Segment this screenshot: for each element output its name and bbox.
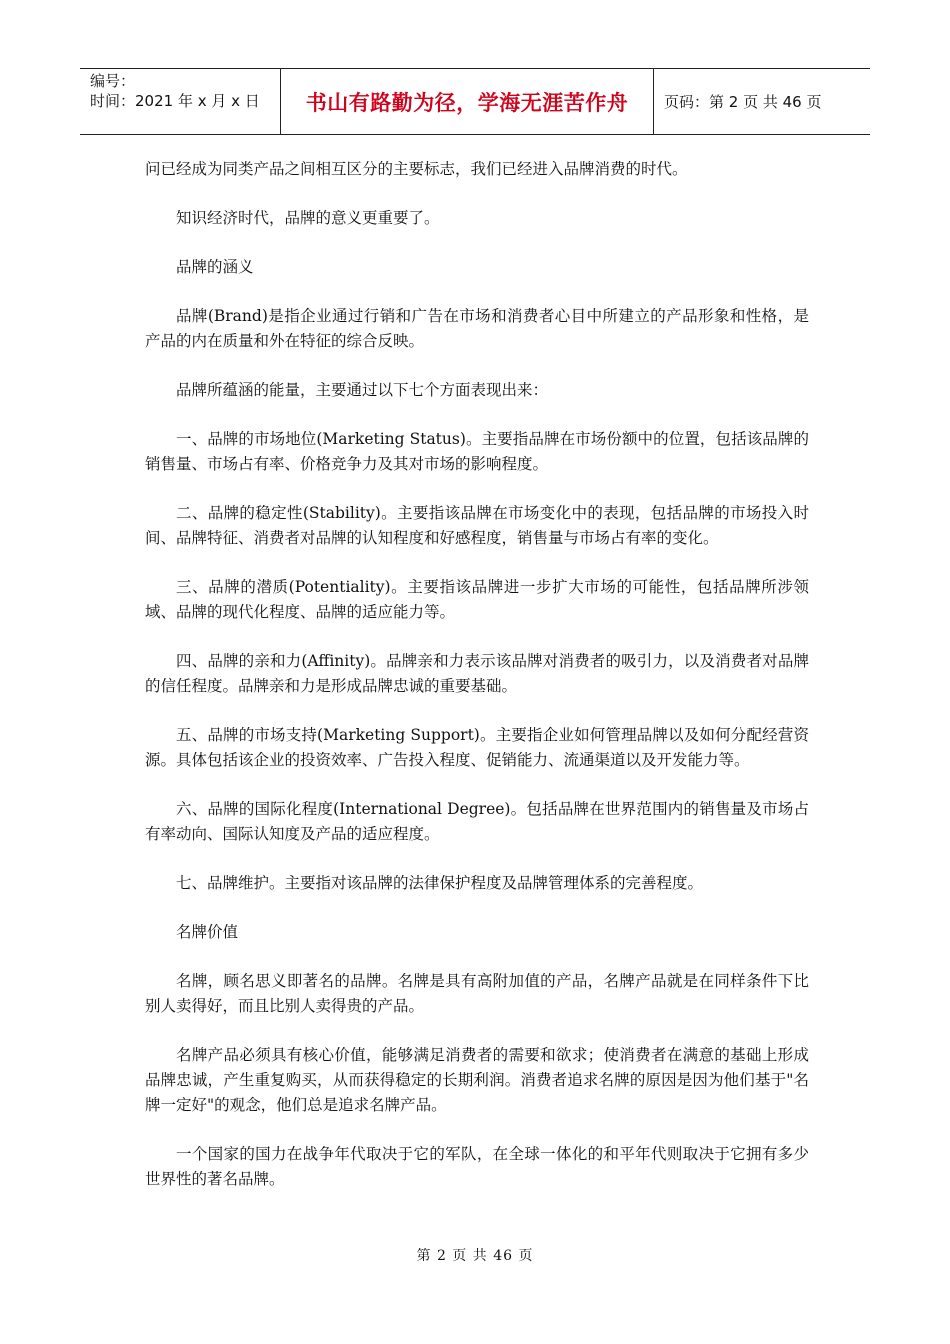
header-meta xyxy=(80,69,281,134)
document-number-label: 编号： xyxy=(90,72,136,90)
page-footer: 第 2 页 共 46 页 xyxy=(416,1248,534,1264)
paragraph: 品牌所蕴涵的能量，主要通过以下七个方面表现出来： xyxy=(176,381,549,399)
list-item: 六、品牌的国际化程度(International Degree)。包括品牌在世界范围内的销售量及市场占有率动向、国际认知度及产品的适应程度。 xyxy=(145,800,809,843)
section-heading: 品牌的涵义 xyxy=(176,258,254,276)
header-motto: 书山有路勤为径，学海无涯苦作舟 xyxy=(281,69,654,134)
document-body xyxy=(145,157,809,1216)
paragraph: 问已经成为同类产品之间相互区分的主要标志，我们已经进入品牌消费的时代。 xyxy=(145,160,688,178)
list-item: 二、品牌的稳定性(Stability)。主要指该品牌在市场变化中的表现，包括品牌的市场投入时间、品牌特征、消费者对品牌的认知程度和好感程度，销售量与市场占有率的变化。 xyxy=(145,504,809,547)
paragraph: 名牌，顾名思义即著名的品牌。名牌是具有高附加值的产品，名牌产品就是在同样条件下比别人卖得好，而且比别人卖得贵的产品。 xyxy=(145,972,809,1015)
header-page-info: 页码：第 2 页 共 46 页 xyxy=(664,93,822,111)
section-heading: 名牌价值 xyxy=(176,923,239,941)
paragraph: 知识经济时代，品牌的意义更重要了。 xyxy=(176,209,440,227)
paragraph: 一个国家的国力在战争年代取决于它的军队，在全球一体化的和平年代则取决于它拥有多少世界性的著名品牌。 xyxy=(145,1145,809,1188)
list-item: 七、品牌维护。主要指对该品牌的法律保护程度及品牌管理体系的完善程度。 xyxy=(176,874,704,892)
list-item: 五、品牌的市场支持(Marketing Support)。主要指企业如何管理品牌以及如何分配经营资源。具体包括该企业的投资效率、广告投入程度、促销能力、流通渠道以及开发能力等。 xyxy=(145,726,809,769)
page-header xyxy=(80,68,870,135)
paragraph: 名牌产品必须具有核心价值，能够满足消费者的需要和欲求；使消费者在满意的基础上形成品牌忠诚，产生重复购买，从而获得稳定的长期利润。消费者追求名牌的原因是因为他们基于"名牌一定好"的观念，他们总是追求名牌产品。 xyxy=(145,1046,809,1114)
list-item: 一、品牌的市场地位(Marketing Status)。主要指品牌在市场份额中的位置，包括该品牌的销售量、市场占有率、价格竞争力及其对市场的影响程度。 xyxy=(145,430,809,473)
list-item: 四、品牌的亲和力(Affinity)。品牌亲和力表示该品牌对消费者的吸引力，以及消费者对品牌的信任程度。品牌亲和力是形成品牌忠诚的重要基础。 xyxy=(145,652,809,695)
document-time-label: 时间：2021 年 x 月 x 日 xyxy=(90,92,260,110)
paragraph: 品牌(Brand)是指企业通过行销和广告在市场和消费者心目中所建立的产品形象和性格，是产品的内在质量和外在特征的综合反映。 xyxy=(145,307,809,350)
list-item: 三、品牌的潜质(Potentiality)。主要指该品牌进一步扩大市场的可能性，包括品牌所涉领域、品牌的现代化程度、品牌的适应能力等。 xyxy=(145,578,809,621)
